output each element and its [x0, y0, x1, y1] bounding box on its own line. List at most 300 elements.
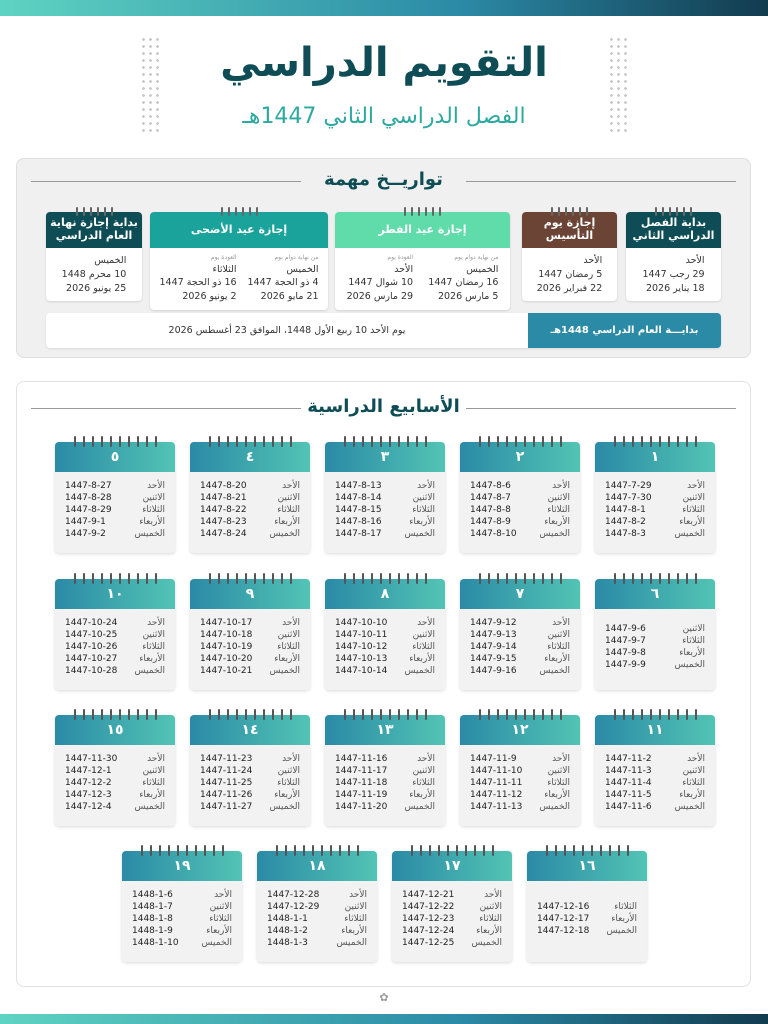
- week-date: 1447-11-18: [335, 778, 388, 788]
- event-note: من نهاية دوام يوم: [454, 254, 499, 261]
- week-day: الأحد: [282, 481, 300, 491]
- calendar-rings-icon: [527, 845, 647, 856]
- week-day: الاثنين: [142, 630, 165, 640]
- week-day-row: [470, 665, 570, 677]
- event-card: [522, 212, 617, 301]
- week-date: 1447-8-20: [200, 481, 247, 491]
- week-number: ٥: [55, 442, 175, 472]
- event-title: بداية إجازة نهاية العام الدراسي: [46, 212, 142, 248]
- week-day-row: [200, 480, 300, 492]
- week-date: 1447-8-1: [605, 505, 646, 515]
- week-date: 1447-9-7: [605, 636, 646, 646]
- week-day-row: [605, 647, 705, 659]
- week-day: الخميس: [134, 802, 165, 812]
- week-date: 1447-12-28: [267, 890, 320, 900]
- event-greg: 25 يونيو 2026: [66, 282, 127, 294]
- week-day-row: [402, 925, 502, 937]
- page-subtitle: الفصل الدراسي الثاني 1447هـ: [242, 104, 526, 129]
- week-date: 1447-8-3: [605, 529, 646, 539]
- week-date: 1447-12-22: [402, 902, 455, 912]
- week-day: الثلاثاء: [412, 642, 435, 652]
- week-date: 1447-12-16: [537, 902, 590, 912]
- week-day-row: [200, 641, 300, 653]
- week-day-row: [200, 777, 300, 789]
- week-number: ١٦: [527, 851, 647, 881]
- week-day: الأحد: [147, 754, 165, 764]
- week-day-row: [470, 516, 570, 528]
- week-day-row: [65, 617, 165, 629]
- calendar-rings-icon: [190, 436, 310, 447]
- week-day-row: [335, 492, 435, 504]
- week-day: الخميس: [539, 802, 570, 812]
- event-day: الثلاثاء: [212, 263, 237, 275]
- calendar-rings-icon: [55, 436, 175, 447]
- week-day: الخميس: [606, 926, 637, 936]
- week-day: الاثنين: [412, 630, 435, 640]
- week-day: الخميس: [336, 938, 367, 948]
- week-day: الاثنين: [277, 630, 300, 640]
- week-day-row: [605, 659, 705, 671]
- week-day-row: [132, 937, 232, 949]
- event-hijri: 16 ذو الحجة 1447: [159, 277, 237, 289]
- event-greg: 22 فبراير 2026: [536, 282, 603, 294]
- event-greg: 2 يونيو 2026: [182, 291, 237, 303]
- week-day-row: [470, 504, 570, 516]
- week-day: الاثنين: [209, 902, 232, 912]
- week-date: 1448-1-10: [132, 938, 179, 948]
- week-day-row: [605, 753, 705, 765]
- week-date: 1447-8-14: [335, 493, 382, 503]
- week-day-row: [335, 665, 435, 677]
- week-day: الخميس: [134, 666, 165, 676]
- week-day: الاثنين: [412, 766, 435, 776]
- week-date: 1447-11-2: [605, 754, 652, 764]
- week-day-row: [605, 528, 705, 540]
- week-day-row: [132, 901, 232, 913]
- week-day: الثلاثاء: [142, 642, 165, 652]
- week-day-row: [267, 889, 367, 901]
- week-day-row: [402, 901, 502, 913]
- week-day-row: [470, 777, 570, 789]
- week-day: الاثنين: [277, 493, 300, 503]
- week-number: ١٣: [325, 715, 445, 745]
- week-day: الاثنين: [682, 624, 705, 634]
- week-day: الخميس: [539, 529, 570, 539]
- week-day-row: [267, 901, 367, 913]
- week-number: ٧: [460, 579, 580, 609]
- week-date: 1447-8-6: [470, 481, 511, 491]
- week-day: الثلاثاء: [547, 642, 570, 652]
- week-day-row: [200, 528, 300, 540]
- week-day: الخميس: [404, 529, 435, 539]
- week-day: الأربعاء: [409, 654, 435, 664]
- emblem-icon: ✿: [379, 991, 389, 1004]
- weeks-heading: الأسابيع الدراسية: [17, 396, 750, 417]
- week-day: الأحد: [147, 481, 165, 491]
- week-day-row: [335, 528, 435, 540]
- week-day-row: [200, 801, 300, 813]
- event-card: [46, 212, 142, 301]
- week-date: 1447-11-23: [200, 754, 253, 764]
- week-day: الخميس: [269, 529, 300, 539]
- week-number: ١: [595, 442, 715, 472]
- year-start-text: يوم الأحد 10 ربيع الأول 1448، الموافق 23 أغسطس 2026: [168, 325, 406, 336]
- week-date: 1447-10-27: [65, 654, 118, 664]
- week-day: الأربعاء: [544, 790, 570, 800]
- week-day-row: [200, 504, 300, 516]
- calendar-rings-icon: [325, 709, 445, 720]
- week-day-row: [132, 889, 232, 901]
- week-card: [122, 851, 242, 962]
- week-date: 1447-12-25: [402, 938, 455, 948]
- calendar-rings-icon: [325, 573, 445, 584]
- week-day-row: [335, 653, 435, 665]
- week-date: 1447-11-30: [65, 754, 118, 764]
- week-day-row: [65, 492, 165, 504]
- week-date: 1447-11-20: [335, 802, 388, 812]
- week-day: الثلاثاء: [682, 636, 705, 646]
- week-card: [190, 579, 310, 690]
- week-date: 1447-8-27: [65, 481, 112, 491]
- week-date: 1448-1-1: [267, 914, 308, 924]
- week-day-row: [537, 913, 637, 925]
- calendar-rings-icon: [460, 709, 580, 720]
- event-date-column: [537, 254, 603, 295]
- week-day-row: [65, 516, 165, 528]
- week-date: 1447-9-2: [65, 529, 106, 539]
- week-day-row: [65, 765, 165, 777]
- event-day: الأحد: [394, 263, 414, 275]
- week-day: الأربعاء: [274, 654, 300, 664]
- week-day-row: [65, 504, 165, 516]
- calendar-rings-icon: [190, 709, 310, 720]
- event-note: من نهاية دوام يوم: [274, 254, 319, 261]
- week-day-row: [200, 617, 300, 629]
- week-date: 1447-12-17: [537, 914, 590, 924]
- week-date: 1447-10-10: [335, 618, 388, 628]
- week-date: 1448-1-8: [132, 914, 173, 924]
- week-card: [460, 579, 580, 690]
- week-date: 1447-10-12: [335, 642, 388, 652]
- week-date: 1447-8-2: [605, 517, 646, 527]
- calendar-rings-icon: [55, 709, 175, 720]
- week-day: الاثنين: [142, 766, 165, 776]
- week-day: الأربعاء: [206, 926, 232, 936]
- week-day-row: [605, 623, 705, 635]
- week-date: 1447-12-21: [402, 890, 455, 900]
- event-day: الأحد: [583, 255, 603, 266]
- week-date: 1447-12-24: [402, 926, 455, 936]
- week-number: ٦: [595, 579, 715, 609]
- week-day: الأحد: [417, 481, 435, 491]
- week-card: [527, 851, 647, 962]
- event-greg: 5 مارس 2026: [437, 291, 499, 303]
- week-day-row: [470, 789, 570, 801]
- week-day-row: [65, 789, 165, 801]
- event-hijri: 29 رجب 1447: [642, 268, 705, 280]
- event-title: بداية الفصل الدراسي الثاني: [626, 212, 721, 248]
- week-day: الأربعاء: [544, 517, 570, 527]
- week-day-row: [65, 629, 165, 641]
- week-day-row: [335, 765, 435, 777]
- week-day: الأربعاء: [139, 517, 165, 527]
- week-day: الأحد: [687, 481, 705, 491]
- week-day-row: [470, 653, 570, 665]
- week-day-row: [470, 492, 570, 504]
- calendar-rings-icon: [595, 436, 715, 447]
- week-day: الثلاثاء: [277, 642, 300, 652]
- event-day: الخميس: [94, 255, 127, 266]
- week-day-row: [335, 753, 435, 765]
- week-number: ١٧: [392, 851, 512, 881]
- week-date: 1447-11-16: [335, 754, 388, 764]
- event-date-column: [347, 254, 414, 304]
- week-day: الأحد: [282, 754, 300, 764]
- week-day: الثلاثاء: [682, 778, 705, 788]
- week-day: الخميس: [201, 938, 232, 948]
- week-day: الأربعاء: [341, 926, 367, 936]
- week-day-row: [267, 925, 367, 937]
- week-date: 1447-12-4: [65, 802, 112, 812]
- event-greg: 18 يناير 2026: [645, 282, 705, 294]
- week-date: 1447-8-23: [200, 517, 247, 527]
- week-day: الخميس: [134, 529, 165, 539]
- week-day: الثلاثاء: [412, 778, 435, 788]
- week-day-row: [200, 665, 300, 677]
- week-date: 1447-12-1: [65, 766, 112, 776]
- week-card: [460, 715, 580, 826]
- week-day: الأحد: [687, 754, 705, 764]
- event-hijri: 10 محرم 1448: [61, 268, 127, 280]
- week-card: [55, 579, 175, 690]
- week-number: ١٥: [55, 715, 175, 745]
- week-day: الأربعاء: [409, 517, 435, 527]
- week-day-row: [65, 528, 165, 540]
- week-day: الثلاثاء: [142, 778, 165, 788]
- week-day: الأحد: [417, 754, 435, 764]
- week-date: 1447-12-3: [65, 790, 112, 800]
- week-date: 1447-12-23: [402, 914, 455, 924]
- week-date: 1447-9-8: [605, 648, 646, 658]
- week-number: ٢: [460, 442, 580, 472]
- week-date: 1447-7-29: [605, 481, 652, 491]
- week-day: الأربعاء: [409, 790, 435, 800]
- week-date: 1447-10-18: [200, 630, 253, 640]
- week-day: الثلاثاء: [277, 778, 300, 788]
- week-day-row: [605, 789, 705, 801]
- week-number: ١١: [595, 715, 715, 745]
- week-day: الأحد: [552, 481, 570, 491]
- week-day: الأحد: [552, 754, 570, 764]
- week-day-row: [335, 641, 435, 653]
- week-day: الاثنين: [682, 766, 705, 776]
- week-date: 1447-11-4: [605, 778, 652, 788]
- event-hijri: 5 رمضان 1447: [538, 268, 603, 280]
- week-day-row: [132, 913, 232, 925]
- week-day: الأربعاء: [679, 648, 705, 658]
- week-date: 1447-11-6: [605, 802, 652, 812]
- week-day-row: [470, 765, 570, 777]
- week-date: 1448-1-2: [267, 926, 308, 936]
- week-date: 1447-9-16: [470, 666, 517, 676]
- week-day: الأحد: [282, 618, 300, 628]
- week-day: الأحد: [214, 890, 232, 900]
- week-day-row: [402, 913, 502, 925]
- week-day: الخميس: [269, 666, 300, 676]
- week-day-row: [605, 516, 705, 528]
- year-start-row: [46, 313, 721, 348]
- week-card: [392, 851, 512, 962]
- event-date-column: [248, 254, 319, 304]
- week-number: ١٨: [257, 851, 377, 881]
- week-day: الأربعاء: [274, 790, 300, 800]
- week-date: 1447-8-13: [335, 481, 382, 491]
- week-day: الاثنين: [547, 493, 570, 503]
- event-hijri: 4 ذو الحجة 1447: [247, 277, 319, 289]
- week-day: الأربعاء: [476, 926, 502, 936]
- calendar-rings-icon: [325, 436, 445, 447]
- week-date: 1448-1-3: [267, 938, 308, 948]
- week-number: ٣: [325, 442, 445, 472]
- week-day-row: [65, 801, 165, 813]
- week-date: 1447-9-14: [470, 642, 517, 652]
- week-number: ١٢: [460, 715, 580, 745]
- week-day-row: [65, 753, 165, 765]
- week-day-row: [470, 641, 570, 653]
- event-note: العودة يوم: [387, 254, 414, 261]
- week-date: 1447-11-13: [470, 802, 523, 812]
- week-card: [325, 579, 445, 690]
- week-day: الاثنين: [547, 766, 570, 776]
- week-date: 1447-9-1: [65, 517, 106, 527]
- week-day: الثلاثاء: [547, 778, 570, 788]
- week-day: الخميس: [674, 802, 705, 812]
- event-date-column: [160, 254, 237, 304]
- top-decor-bar: [0, 0, 768, 16]
- week-day: الثلاثاء: [682, 505, 705, 515]
- week-day-row: [65, 480, 165, 492]
- week-date: 1448-1-6: [132, 890, 173, 900]
- week-day-row: [470, 480, 570, 492]
- week-day-row: [267, 937, 367, 949]
- calendar-rings-icon: [392, 845, 512, 856]
- week-date: 1447-10-21: [200, 666, 253, 676]
- week-date: 1447-8-8: [470, 505, 511, 515]
- week-day-row: [605, 504, 705, 516]
- week-date: 1447-9-13: [470, 630, 517, 640]
- week-day-row: [200, 753, 300, 765]
- week-day: الثلاثاء: [412, 505, 435, 515]
- week-card: [325, 442, 445, 553]
- week-day: الخميس: [674, 660, 705, 670]
- week-day: الخميس: [674, 529, 705, 539]
- week-day-row: [605, 801, 705, 813]
- week-day-row: [200, 516, 300, 528]
- calendar-rings-icon: [595, 709, 715, 720]
- week-date: 1447-12-18: [537, 926, 590, 936]
- week-day-row: [605, 480, 705, 492]
- week-card: [55, 442, 175, 553]
- week-day: الأربعاء: [611, 914, 637, 924]
- week-date: 1447-10-26: [65, 642, 118, 652]
- event-card: [335, 212, 510, 310]
- week-day: الأحد: [552, 618, 570, 628]
- calendar-rings-icon: [257, 845, 377, 856]
- week-day: الثلاثاء: [614, 902, 637, 912]
- calendar-rings-icon: [190, 573, 310, 584]
- week-card: [55, 715, 175, 826]
- week-day-row: [200, 765, 300, 777]
- event-title: إجازة عيد الأضحى: [150, 212, 328, 248]
- event-title: إجازة يوم التأسيس: [522, 212, 617, 248]
- week-date: 1447-11-9: [470, 754, 517, 764]
- week-card: [595, 442, 715, 553]
- week-day: الأربعاء: [679, 517, 705, 527]
- week-day: الاثنين: [547, 630, 570, 640]
- week-date: 1447-11-12: [470, 790, 523, 800]
- week-day: الأربعاء: [274, 517, 300, 527]
- week-day-row: [402, 889, 502, 901]
- week-day: الأحد: [417, 618, 435, 628]
- week-day: الأربعاء: [139, 654, 165, 664]
- week-date: 1447-9-9: [605, 660, 646, 670]
- week-date: 1447-10-13: [335, 654, 388, 664]
- event-greg: 21 مايو 2026: [260, 291, 319, 303]
- week-day: الاثنين: [479, 902, 502, 912]
- event-title: إجازة عيد الفطر: [335, 212, 510, 248]
- week-day: الخميس: [404, 666, 435, 676]
- week-day-row: [605, 635, 705, 647]
- week-date: 1447-11-25: [200, 778, 253, 788]
- event-card: [150, 212, 328, 310]
- week-day-row: [267, 913, 367, 925]
- week-date: 1447-10-11: [335, 630, 388, 640]
- event-date-column: [62, 254, 127, 295]
- week-day: الأربعاء: [679, 790, 705, 800]
- week-date: 1447-10-28: [65, 666, 118, 676]
- week-day-row: [65, 777, 165, 789]
- week-day: الاثنين: [344, 902, 367, 912]
- week-date: 1447-11-19: [335, 790, 388, 800]
- week-day-row: [605, 492, 705, 504]
- week-day-row: [65, 641, 165, 653]
- week-day: الاثنين: [412, 493, 435, 503]
- week-day-row: [537, 925, 637, 937]
- week-day: الثلاثاء: [479, 914, 502, 924]
- week-date: 1447-8-7: [470, 493, 511, 503]
- year-start-label: بدايـــة العام الدراسي 1448هـ: [528, 313, 721, 348]
- week-number: ٨: [325, 579, 445, 609]
- week-number: ١٤: [190, 715, 310, 745]
- calendar-rings-icon: [626, 207, 721, 217]
- week-day: الاثنين: [277, 766, 300, 776]
- week-date: 1447-11-5: [605, 790, 652, 800]
- week-date: 1447-10-20: [200, 654, 253, 664]
- week-date: 1447-8-29: [65, 505, 112, 515]
- week-date: 1447-8-10: [470, 529, 517, 539]
- week-day-row: [335, 480, 435, 492]
- week-date: 1447-8-22: [200, 505, 247, 515]
- week-day-row: [470, 617, 570, 629]
- week-day-row: [605, 777, 705, 789]
- week-day-row: [402, 937, 502, 949]
- week-day-row: [335, 629, 435, 641]
- week-date: 1447-11-17: [335, 766, 388, 776]
- week-day: الثلاثاء: [142, 505, 165, 515]
- week-card: [595, 715, 715, 826]
- calendar-rings-icon: [460, 436, 580, 447]
- calendar-rings-icon: [460, 573, 580, 584]
